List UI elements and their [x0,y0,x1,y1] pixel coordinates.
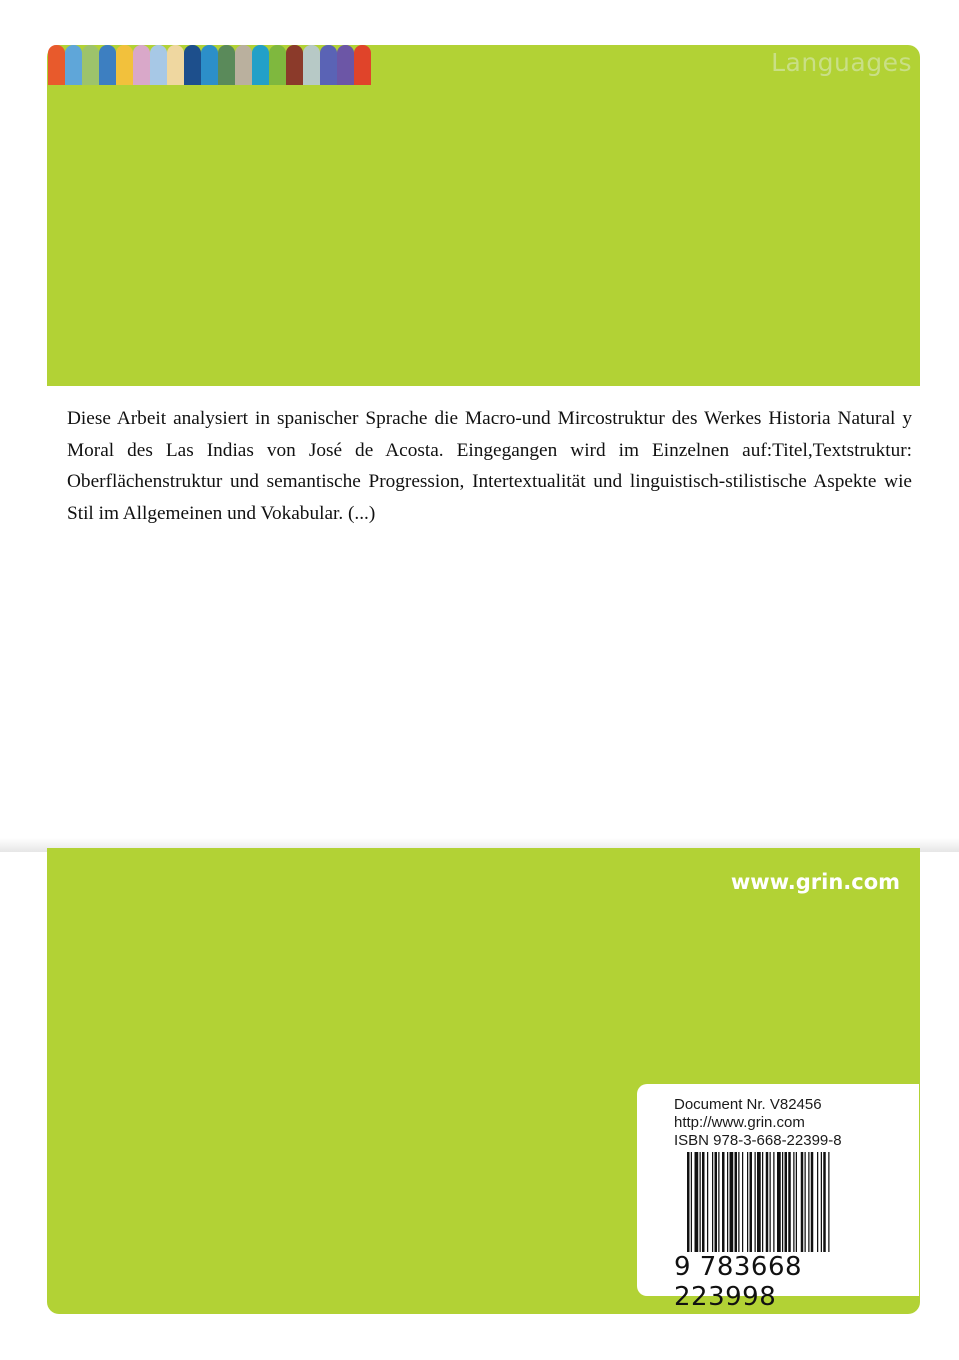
series-label: Languages [771,48,912,77]
book-description: Diese Arbeit analysiert in spanischer Sprache die Macro-und Mircostruktur des Werkes Historia Natural y Moral des Las Indias von José de Acosta. Eingegangen wird im Einzelnen auf:Titel,Textstruktur: Oberflächenstruktur und semantische Progression, Intertextualität und linguistisch-stilistische Aspekte wie Stil im Allgemeinen und Vokabular. (...) [67,408,912,524]
barcode-bar [777,1152,781,1252]
top-green-panel [47,45,920,386]
publisher-url[interactable]: http://www.grin.com [674,1114,805,1131]
color-tabs [48,45,388,85]
color-tab [65,45,82,85]
barcode [687,1152,899,1252]
barcode-bar [805,1152,806,1252]
color-tab [150,45,167,85]
barcode-bar [718,1152,719,1252]
publisher-website[interactable]: www.grin.com [730,870,900,894]
barcode-bar [757,1152,761,1252]
color-tab [337,45,354,85]
color-tab [167,45,184,85]
color-tab [218,45,235,85]
color-tab [286,45,303,85]
barcode-bar [702,1152,705,1252]
document-number: Document Nr. V82456 [674,1096,822,1113]
barcode-bar [755,1152,756,1252]
barcode-bar [715,1152,718,1252]
color-tab [235,45,252,85]
barcode-bar [808,1152,809,1252]
barcode-bar [700,1152,701,1252]
color-tab [99,45,116,85]
color-tab [48,45,65,85]
barcode-bar [747,1152,748,1252]
barcode-bar [817,1152,818,1252]
barcode-bar [766,1152,769,1252]
barcode-bar [801,1152,804,1252]
barcode-bar [762,1152,763,1252]
barcode-bar [796,1152,797,1252]
barcode-bar [750,1152,753,1252]
color-tab [116,45,133,85]
barcode-bar [712,1152,713,1252]
barcode-bar [738,1152,739,1252]
barcode-bar [722,1152,725,1252]
isbn-number: ISBN 978-3-668-22399-8 [674,1132,842,1149]
color-tab [303,45,320,85]
barcode-bar [793,1152,794,1252]
barcode-bar [828,1152,829,1252]
barcode-bar [782,1152,783,1252]
color-tab [354,45,371,85]
barcode-bar [707,1152,708,1252]
barcode-bar [691,1152,692,1252]
barcode-bar [742,1152,743,1252]
color-tab [269,45,286,85]
barcode-bar [735,1152,738,1252]
barcode-bar [695,1152,699,1252]
barcode-digits: 9 783668 223998 [674,1252,803,1312]
color-tab [252,45,269,85]
barcode-bar [730,1152,734,1252]
barcode-bar [785,1152,788,1252]
barcode-bar [727,1152,728,1252]
barcode-bar [811,1152,814,1252]
barcode-bar [770,1152,771,1252]
color-tab [320,45,337,85]
barcode-bar [687,1152,690,1252]
barcode-bar [823,1152,826,1252]
barcode-bar [788,1152,791,1252]
color-tab [201,45,218,85]
barcode-bar [821,1152,822,1252]
color-tab [184,45,201,85]
color-tab [82,45,99,85]
barcode-bar [773,1152,774,1252]
color-tab [133,45,150,85]
